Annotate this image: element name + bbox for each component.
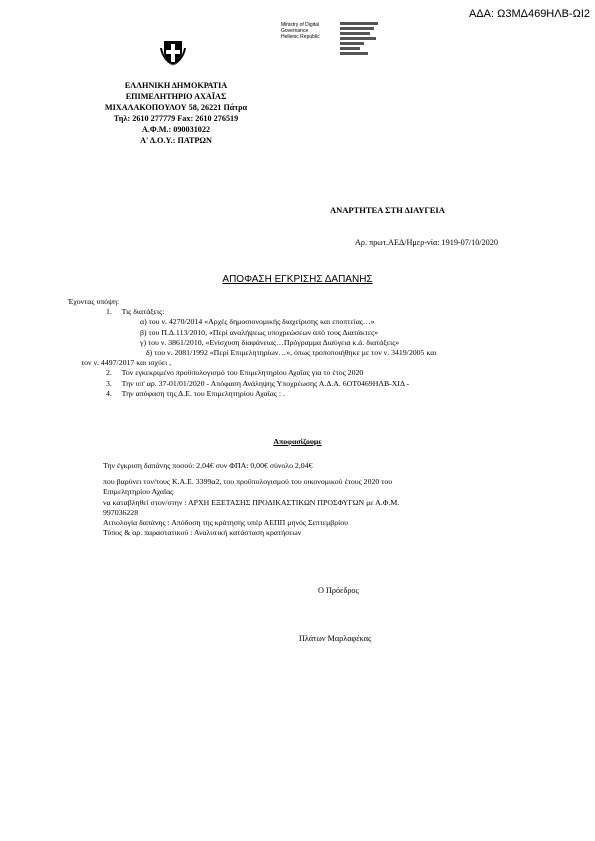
considerations-intro: Έχοντας υπόψη: [68, 297, 120, 306]
decision-heading: Αποφασίζουμε [273, 437, 322, 446]
justification-line: Αιτιολογία δαπάνης : Απόδοση της κράτησης υπέρ ΑΕΠΠ μηνός Σεπτεμβρίου [103, 518, 349, 528]
consideration-item: 4. Την απόφαση της Δ.Ε. του Επιμελητηρίου Αχαΐας : . [106, 388, 285, 398]
document-title: ΑΠΟΦΑΣΗ ΕΓΚΡΙΣΗΣ ΔΑΠΑΝΗΣ [222, 274, 373, 285]
considerations [68, 297, 548, 399]
charge-line: που βαρύνει τον/τους Κ.Α.Ε. 3399α2, του προϋπολογισμού του οικονομικού έτους 2020 του [103, 477, 393, 487]
greek-coat-of-arms-icon [158, 38, 188, 68]
letterhead-line: Α' Δ.Ο.Υ.: ΠΑΤΡΩΝ [140, 136, 212, 145]
provision-item: β) του Π.Δ.113/2010, «Περί αναλήψεως υποχρεώσεων από τους Διατάκτες» [140, 327, 379, 337]
approval-line: Την έγκριση δαπάνης ποσού: 2,04€ συν ΦΠΑ: 0,00€ σύνολο 2,04€ [103, 461, 313, 470]
ministry-line: Hellenic Republic [281, 34, 320, 40]
provision-item: γ) του ν. 3861/2010, «Ενίσχυση διαφάνειας…Πρόγραμμα Διαύγεια κ.ά. διατάξεις» [140, 337, 400, 347]
consideration-item: 2. Τον εγκεκριμένο προϋπολογισμό του Επιμελητηρίου Αχαΐας για το έτος 2020 [106, 368, 364, 378]
letterhead [58, 80, 294, 146]
signer-name: Πλάτων Μαρλαφέκας [299, 634, 372, 643]
decision-body [103, 461, 523, 538]
letterhead-line: ΜΙΧΑΛΑΚΟΠΟΥΛΟΥ 58, 26221 Πάτρα [104, 103, 248, 112]
letterhead-line: Α.Φ.Μ.: 090031022 [141, 125, 211, 134]
consideration-item: 1. Τις διατάξεις: [106, 307, 165, 317]
provision-item-cont: τον ν. 4497/2017 και ισχύει , [81, 358, 172, 368]
document-type-line: Τύπος & αρ. παραστατικού : Αναλυτική κατάσταση κρατήσεων [103, 528, 302, 538]
charge-line-cont: Επιμελητηρίου Αχαΐας [103, 487, 174, 497]
provision-item: α) του ν. 4270/2014 «Αρχές δημοσιονομικής διαχείρισης και εποπτείας…» [140, 317, 375, 327]
letterhead-line: ΕΠΙΜΕΛΗΤΗΡΙΟ ΑΧΑΪΑΣ [125, 92, 227, 101]
ministry-line: Governance [281, 28, 309, 34]
letterhead-line: Τηλ: 2610 277779 Fax: 2610 276519 [113, 114, 239, 123]
ada-code: ΑΔΑ: Ω3ΜΔ469ΗΛΒ-ΩΙ2 [468, 8, 590, 20]
consideration-item: 3. Την υπ' αρ. 37-01/01/2020 - Απόφαση Ανάληψης Υποχρέωσης Α.Δ.Α. 6ΟΤ0469ΗΛΒ-ΧΙΔ - [106, 378, 410, 388]
provision-item: δ) του ν. 2081/1992 «Περί Επιμελητηρίων…», όπως τροποποιήθηκε με τον ν. 3419/2005 και [146, 348, 437, 358]
ministry-line: Ministry of Digital [281, 22, 320, 28]
ministry-stamp [281, 22, 320, 40]
protocol-number: Αρ. πρωτ.ΑΕΔ/Ημερ-νία: 1919-07/10/2020 [355, 238, 498, 247]
letterhead-line: ΕΛΛΗΝΙΚΗ ΔΗΜΟΚΡΑΤΙΑ [124, 81, 228, 90]
payee-line: να καταβληθεί στον/στην : ΑΡΧΗ ΕΞΕΤΑΣΗΣ ΠΡΟΔΙΚΑΣΤΙΚΩΝ ΠΡΟΣΦΥΓΩΝ με Α.Φ.Μ. [103, 497, 400, 507]
digital-signature-block [340, 22, 378, 55]
payee-afm: 997036228 [103, 507, 139, 517]
signer-role: Ο Πρόεδρος [318, 586, 359, 595]
posting-note: ΑΝΑΡΤΗΤΕΑ ΣΤΗ ΔΙΑΥΓΕΙΑ [330, 205, 445, 215]
